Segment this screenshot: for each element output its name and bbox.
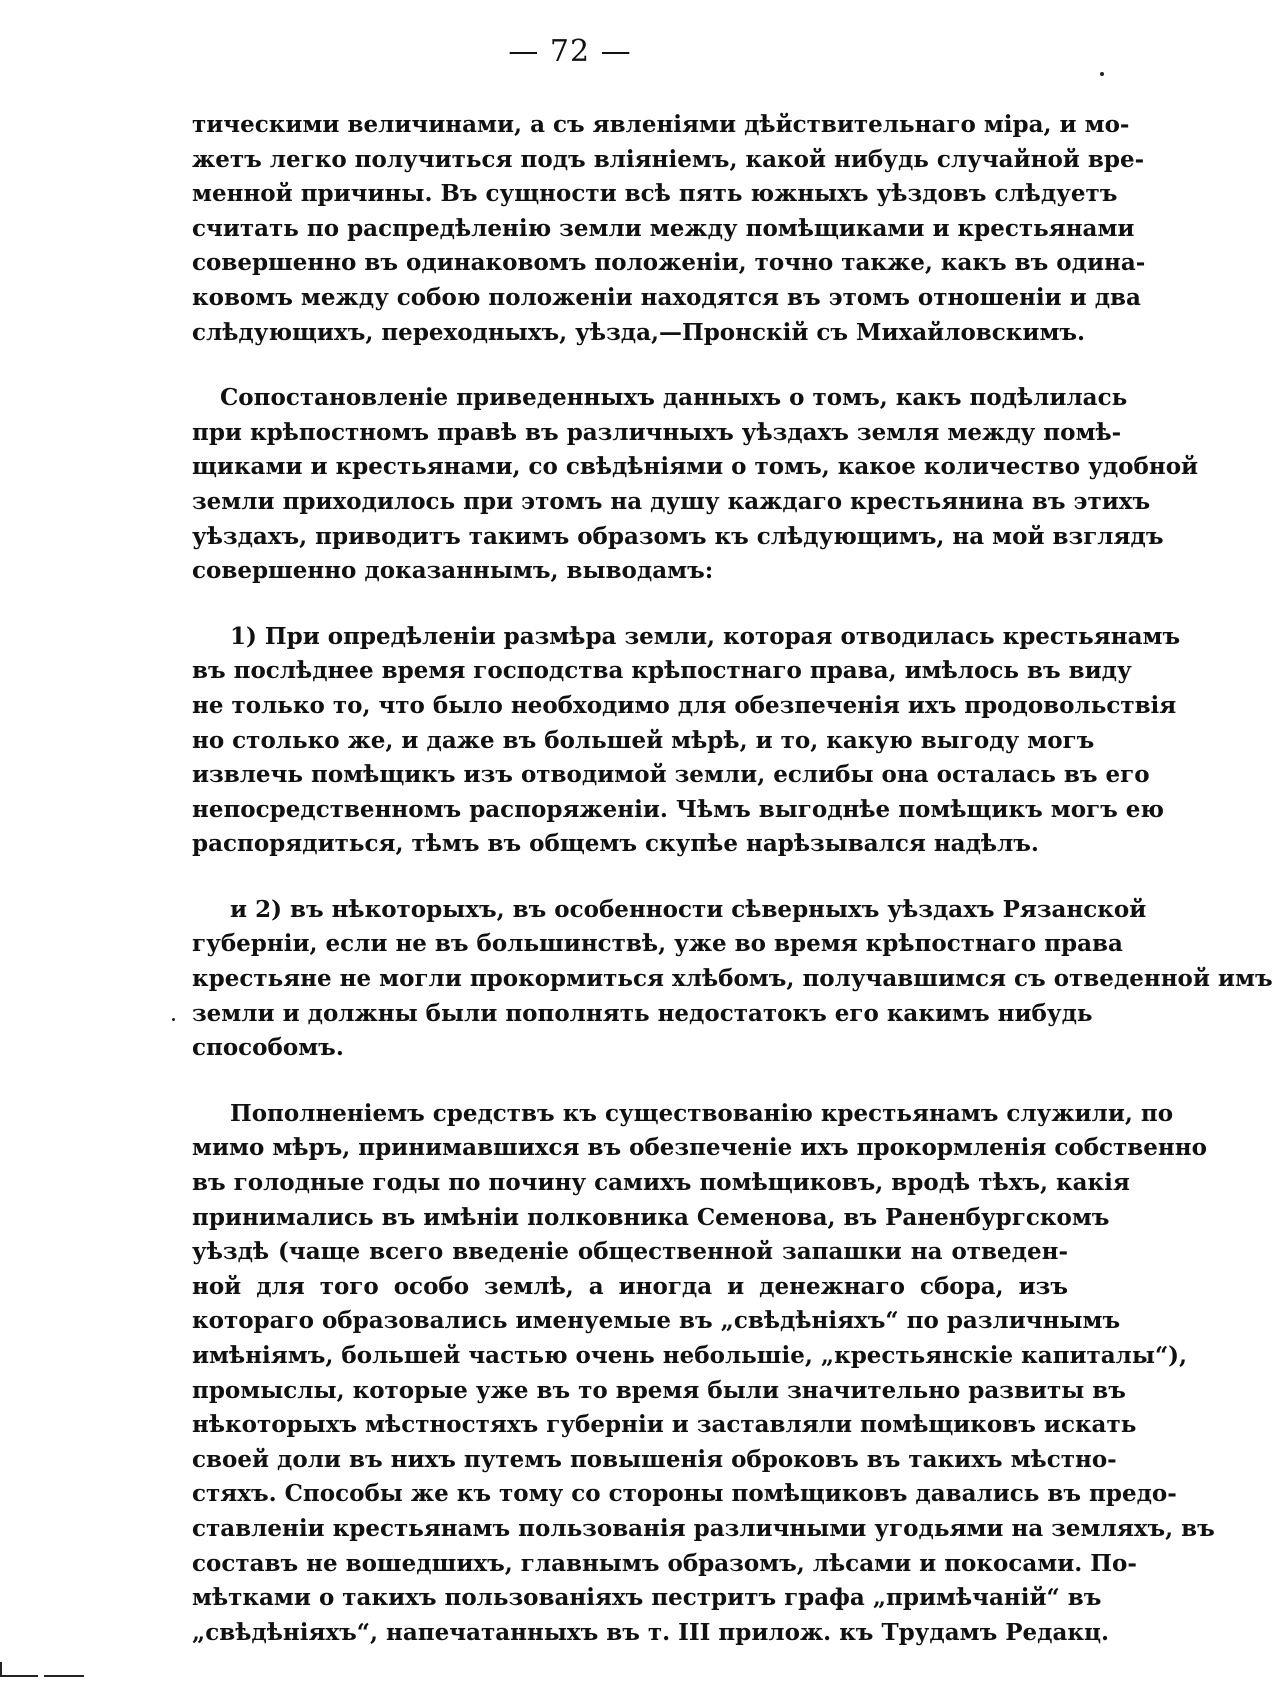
text-line: земли и должны были пополнять недостатокъ его какимъ нибудь (192, 999, 1093, 1027)
text-line: щиками и крестьянами, со свѣдѣніями о томъ, какое количество удобной (192, 453, 1199, 481)
text-line: при крѣпостномъ правѣ въ различныхъ уѣздахъ земля между помѣ- (192, 418, 1122, 446)
text-line: 1) При опредѣленіи размѣра земли, которая отводилась крестьянамъ (230, 622, 1181, 650)
text-line: ставленіи крестьянамъ пользованія различными угодьями на земляхъ, въ (192, 1514, 1215, 1542)
scan-speck (172, 1018, 175, 1021)
text-line: мимо мѣръ, принимавшихся въ обезпеченіе ихъ прокормленія собственно (192, 1134, 1207, 1162)
text-line: въ голодные годы по почину самихъ помѣщиковъ, вродѣ тѣхъ, какія (192, 1169, 1130, 1197)
text-line: Сопостановленіе приведенныхъ данныхъ о томъ, какъ подѣлилась (220, 384, 1128, 412)
text-line: „свѣдѣніяхъ“, напечатанныхъ въ т. III прилож. къ Трудамъ Редакц. (192, 1618, 1110, 1646)
paragraph-3 (192, 620, 1181, 862)
text-line: считать по распредѣленію земли между помѣщиками и крестьянами (192, 214, 1135, 242)
scan-speck (1100, 72, 1104, 76)
text-line: стяхъ. Способы же къ тому со стороны помѣщиковъ давались въ предо- (192, 1480, 1177, 1508)
scan-crop-mark (0, 1675, 38, 1677)
text-line: мѣтками о такихъ пользованіяхъ пестритъ графа „примѣчаній“ въ (192, 1584, 1102, 1612)
page-number: — 72 — (508, 34, 632, 69)
text-line: земли приходилось при этомъ на душу каждаго крестьянина въ этихъ (192, 487, 1151, 515)
text-line: въ послѣднее время господства крѣпостнаго права, имѣлось въ виду (192, 657, 1132, 685)
text-line: непосредственномъ распоряженіи. Чѣмъ выгоднѣе помѣщикъ могъ ею (192, 795, 1165, 823)
text-line: распорядиться, тѣмъ въ общемъ скупѣе нарѣзывался надѣлъ. (192, 830, 1039, 858)
scan-crop-mark (0, 1662, 2, 1676)
paragraph-2 (192, 381, 1199, 589)
paragraph-4 (192, 893, 1273, 1066)
text-line: извлечь помѣщикъ изъ отводимой земли, еслибы она осталась въ его (192, 761, 1150, 789)
paragraph-1 (192, 108, 1146, 350)
text-line: Пополненіемъ средствъ къ существованію крестьянамъ служили, по (230, 1099, 1174, 1127)
text-line: тическими величинами, а съ явленіями дѣйствительнаго міра, и мо- (192, 111, 1130, 138)
text-line: имѣніямъ, большей частью очень небольшіе, „крестьянскіе капиталы“), (192, 1342, 1188, 1369)
scan-crop-mark (44, 1675, 84, 1677)
text-line: не только то, что было необходимо для обезпеченія ихъ продовольствія (192, 691, 1177, 719)
body-text (192, 108, 1273, 1681)
text-line: ной для того особо землѣ, а иногда и денежнаго сбора, изъ (192, 1272, 1068, 1300)
paragraph-5 (192, 1097, 1215, 1651)
text-line: совершенно доказаннымъ, выводамъ: (192, 557, 714, 585)
text-line: промыслы, которые уже въ то время были значительно развиты въ (192, 1376, 1126, 1404)
text-line: слѣдующихъ, переходныхъ, уѣзда,—Пронскій съ Михайловскимъ. (192, 318, 1086, 346)
text-line: губерніи, если не въ большинствѣ, уже во время крѣпостнаго права (192, 930, 1123, 958)
text-line: уѣздахъ, приводитъ такимъ образомъ къ слѣдующимъ, на мой взглядъ (192, 522, 1164, 550)
text-line: совершенно въ одинаковомъ положеніи, точно также, какъ въ одина- (192, 249, 1146, 277)
text-line: составъ не вошедшихъ, главнымъ образомъ, лѣсами и покосами. По- (192, 1549, 1137, 1577)
text-line: котораго образовались именуемые въ „свѣдѣніяхъ“ по различнымъ (192, 1307, 1121, 1335)
text-line: принимались въ имѣніи полковника Семенова, въ Раненбургскомъ (192, 1203, 1110, 1231)
text-line: уѣздѣ (чаще всего введеніе общественной запашки на отведен- (192, 1238, 1068, 1266)
text-line: нѣкоторыхъ мѣстностяхъ губерніи и заставляли помѣщиковъ искать (192, 1411, 1137, 1439)
text-line: ковомъ между собою положеніи находятся въ этомъ отношеніи и два (192, 283, 1141, 311)
text-line: крестьяне не могли прокормиться хлѣбомъ, получавшимся съ отведенной имъ (192, 965, 1273, 993)
text-line: менной причины. Въ сущности всѣ пять южныхъ уѣздовъ слѣдуетъ (192, 180, 1118, 208)
text-line: способомъ. (192, 1034, 344, 1062)
text-line: и 2) въ нѣкоторыхъ, въ особенности сѣверныхъ уѣздахъ Рязанской (230, 895, 1147, 923)
text-line: но столько же, и даже въ большей мѣрѣ, и то, какую выгоду могъ (192, 726, 1095, 754)
text-line: жетъ легко получиться подъ вліяніемъ, какой нибудь случайной вре- (192, 145, 1145, 173)
text-line: своей доли въ нихъ путемъ повышенія оброковъ въ такихъ мѣстно- (192, 1445, 1117, 1473)
